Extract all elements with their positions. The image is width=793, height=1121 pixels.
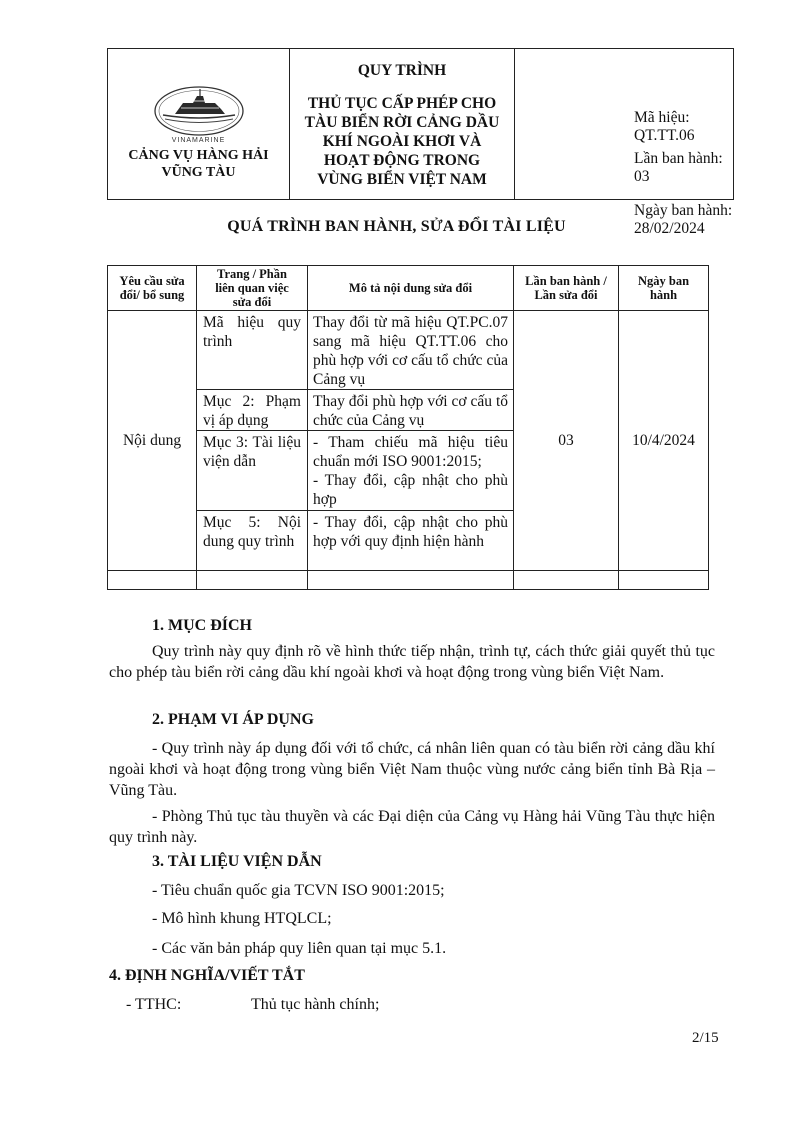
col-header-description: Mô tả nội dung sửa đổi: [308, 266, 514, 311]
description-cell: - Tham chiếu mã hiệu tiêu chuẩn mới ISO 9001:2015; - Thay đổi, cập nhật cho phù hợp: [308, 431, 514, 511]
section-2-heading: 2. PHẠM VI ÁP DỤNG: [152, 711, 314, 728]
col-header-edition: Lần ban hành / Lần sửa đổi: [514, 266, 619, 311]
title-line-4: HOẠT ĐỘNG TRONG: [323, 152, 481, 169]
abbreviation-definition: Thủ tục hành chính;: [251, 996, 380, 1013]
col-header-request: Yêu cầu sửa đổi/ bổ sung: [108, 266, 197, 311]
list-item: - Tiêu chuẩn quốc gia TCVN ISO 9001:2015;: [152, 882, 445, 899]
part-cell: Mục 5: Nội dung quy trình: [197, 511, 308, 571]
section-2-paragraph-1: - Quy trình này áp dụng đối với tổ chức, cá nhân liên quan có tàu biển rời cảng dầu khí ngoài khơi và hoạt động trong vùng biển Việt Nam thuộc vùng nước cảng biển tỉnh Bà Rịa – Vũng Tàu.: [109, 740, 715, 799]
section-1-heading: 1. MỤC ĐÍCH: [152, 617, 252, 634]
section-2-paragraph-2: - Phòng Thủ tục tàu thuyền và các Đại diện của Cảng vụ Hàng hải Vũng Tàu thực hiện quy trình này.: [109, 808, 715, 846]
page-number: 2/15: [692, 1030, 719, 1046]
title-line-3: KHÍ NGOÀI KHƠI VÀ: [322, 133, 482, 150]
description-cell: Thay đổi từ mã hiệu QT.PC.07 sang mã hiệu QT.TT.06 cho phù hợp với cơ cấu tổ chức của Cảng vụ: [308, 311, 514, 390]
col-header-date: Ngày ban hành: [619, 266, 709, 311]
revision-table: [107, 265, 709, 590]
procedure-title-block: [290, 49, 515, 199]
part-cell: Mã hiệu quy trình: [197, 311, 308, 390]
request-cell: Nội dung: [108, 311, 197, 571]
doc-code: Mã hiệu: QT.TT.06: [634, 109, 695, 144]
document-meta: [515, 49, 733, 237]
list-item: - Các văn bản pháp quy liên quan tại mục 5.1.: [152, 940, 447, 957]
vinamarine-logo-icon: [153, 85, 245, 137]
table-row: [108, 311, 709, 390]
part-cell: Mục 3: Tài liệu viện dẫn: [197, 431, 308, 511]
org-line-1: CẢNG VỤ HÀNG HẢI: [128, 148, 269, 163]
table-row-empty: [108, 571, 709, 590]
date-cell: 10/4/2024: [619, 311, 709, 571]
part-cell: Mục 2: Phạm vị áp dụng: [197, 390, 308, 431]
list-item: - Mô hình khung HTQLCL;: [152, 910, 332, 927]
doc-type: QUY TRÌNH: [357, 62, 447, 79]
title-line-2: TÀU BIỂN RỜI CẢNG DẦU: [304, 114, 500, 131]
revision-history-title: QUÁ TRÌNH BAN HÀNH, SỬA ĐỔI TÀI LIỆU: [227, 218, 566, 235]
section-1-text: Quy trình này quy định rõ về hình thức tiếp nhận, trình tự, cách thức giải quyết thủ tục cho phép tàu biển rời cảng dầu khí ngoài khơi và hoạt động trong vùng biển Việt Nam.: [109, 643, 715, 681]
logo-caption: VINAMARINE: [171, 137, 226, 144]
abbreviation-term: - TTHC:: [126, 996, 182, 1013]
title-line-1: THỦ TỤC CẤP PHÉP CHO: [307, 95, 497, 112]
title-line-5: VÙNG BIỂN VIỆT NAM: [317, 171, 487, 188]
col-header-part: Trang / Phần liên quan việc sửa đổi: [197, 266, 308, 311]
description-cell: - Thay đổi, cập nhật cho phù hợp với quy định hiện hành: [308, 511, 514, 571]
section-4-heading: 4. ĐỊNH NGHĨA/VIẾT TẮT: [109, 967, 305, 984]
organization-name: [128, 147, 268, 181]
org-line-2: VŨNG TÀU: [161, 165, 236, 180]
doc-edition: Lần ban hành: 03: [634, 150, 723, 185]
doc-issue-date: Ngày ban hành: 28/02/2024: [634, 202, 733, 237]
edition-cell: 03: [514, 311, 619, 571]
table-header-row: [108, 266, 709, 311]
description-cell: Thay đổi phù hợp với cơ cấu tổ chức của Cảng vụ: [308, 390, 514, 431]
section-3-heading: 3. TÀI LIỆU VIỆN DẪN: [152, 853, 322, 870]
organization-block: [108, 49, 290, 199]
